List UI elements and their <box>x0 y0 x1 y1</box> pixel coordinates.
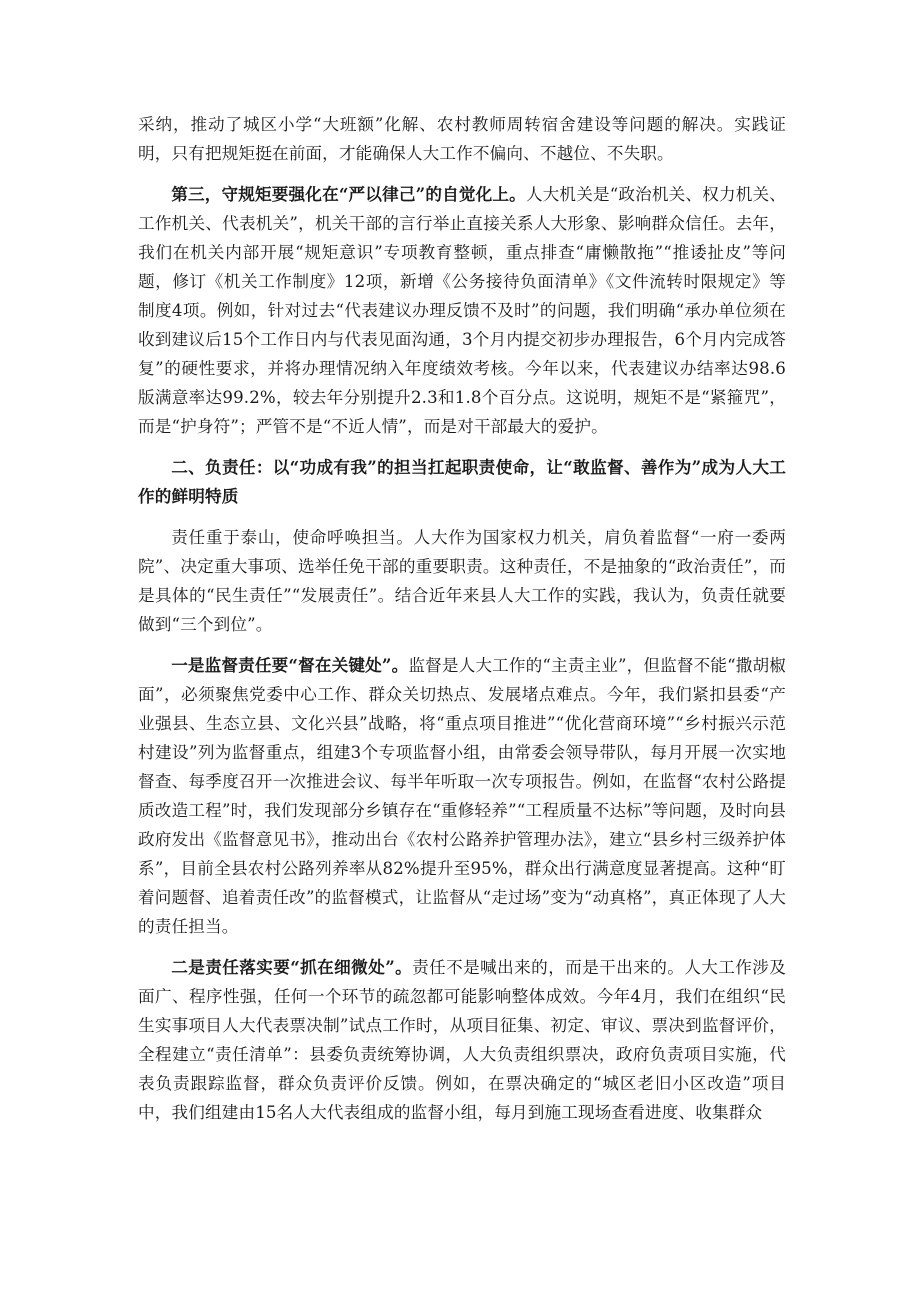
paragraph-1-text: 采纳，推动了城区小学“大班额”化解、农村教师周转宿舍建设等问题的解决。实践证明，只有把规矩挺在前面，才能确保人大工作不偏向、不越位、不失职。 <box>138 115 786 163</box>
section-heading-2: 二、负责任：以“功成有我”的担当扛起职责使命，让“敢监督、善作为”成为人大工作的鲜明特质 <box>138 457 786 506</box>
paragraph-5 <box>138 953 786 1127</box>
paragraph-1 <box>138 110 786 168</box>
paragraph-2-lead: 第三，守规矩要强化在“严以律己”的自觉化上。 <box>171 184 526 204</box>
paragraph-5-text: 责任不是喊出来的，而是干出来的。人大工作涉及面广、程序性强，任何一个环节的疏忽都可能影响整体成效。今年4月，我们在组织“民生实事项目人大代表票决制”试点工作时，从项目征集、初定、审议、票决到监督评价，全程建立“责任清单”：县委负责统筹协调，人大负责组织票决，政府负责项目实施，代表负责跟踪监督，群众负责评价反馈。例如，在票决确定的“城区老旧小区改造”项目中，我们组建由15名人大代表组成的监督小组，每月到施工现场查看进度、收集群众 <box>138 958 786 1122</box>
paragraph-4-lead: 一是监督责任要“督在关键处”。 <box>171 655 409 675</box>
paragraph-4-text: 监督是人大工作的“主责主业”，但监督不能“撒胡椒面”，必须聚焦党委中心工作、群众关切热点、发展堵点难点。今年，我们紧扣县委“产业强县、生态立县、文化兴县”战略，将“重点项目推进”“优化营商环境”“乡村振兴示范村建设”列为监督重点，组建3个专项监督小组，由常委会领导带队，每月开展一次实地督查、每季度召开一次推进会议、每半年听取一次专项报告。例如，在监督“农村公路提质改造工程”时，我们发现部分乡镇存在“重修轻养”“工程质量不达标”等问题，及时向县政府发出《监督意见书》，推动出台《农村公路养护管理办法》，建立“县乡村三级养护体系”，目前全县农村公路列养率从82%提升至95%，群众出行满意度显著提高。这种“盯着问题督、追着责任改”的监督模式，让监督从“走过场”变为“动真格”，真正体现了人大的责任担当。 <box>138 656 786 936</box>
paragraph-3-text: 责任重于泰山，使命呼唤担当。人大作为国家权力机关，肩负着监督“一府一委两院”、决定重大事项、选举任免干部的重要职责。这种责任，不是抽象的“政治责任”，而是具体的“民生责任”“发展责任”。结合近年来县人大工作的实践，我认为，负责任就要做到“三个到位”。 <box>138 528 786 634</box>
paragraph-4 <box>138 651 786 941</box>
paragraph-2-text: 人大机关是“政治机关、权力机关、工作机关、代表机关”，机关干部的言行举止直接关系人大形象、影响群众信任。去年，我们在机关内部开展“规矩意识”专项教育整顿，重点排查“庸懒散拖”“推诿扯皮”等问题，修订《机关工作制度》12项，新增《公务接待负面清单》《文件流转时限规定》等制度4项。例如，针对过去“代表建议办理反馈不及时”的问题，我们明确“承办单位须在收到建议后15个工作日内与代表见面沟通，3个月内提交初步办理报告，6个月内完成答复”的硬性要求，并将办理情况纳入年度绩效考核。今年以来，代表建议办结率达98.6版满意率达99.2%，较去年分别提升2.3和1.8个百分点。这说明，规矩不是“紧箍咒”，而是“护身符”；严管不是“不近人情”，而是对干部最大的爱护。 <box>138 185 786 436</box>
paragraph-5-lead: 二是责任落实要“抓在细微处”。 <box>171 957 413 977</box>
paragraph-3 <box>138 523 786 639</box>
document-page <box>138 110 786 1139</box>
paragraph-2 <box>138 180 786 441</box>
